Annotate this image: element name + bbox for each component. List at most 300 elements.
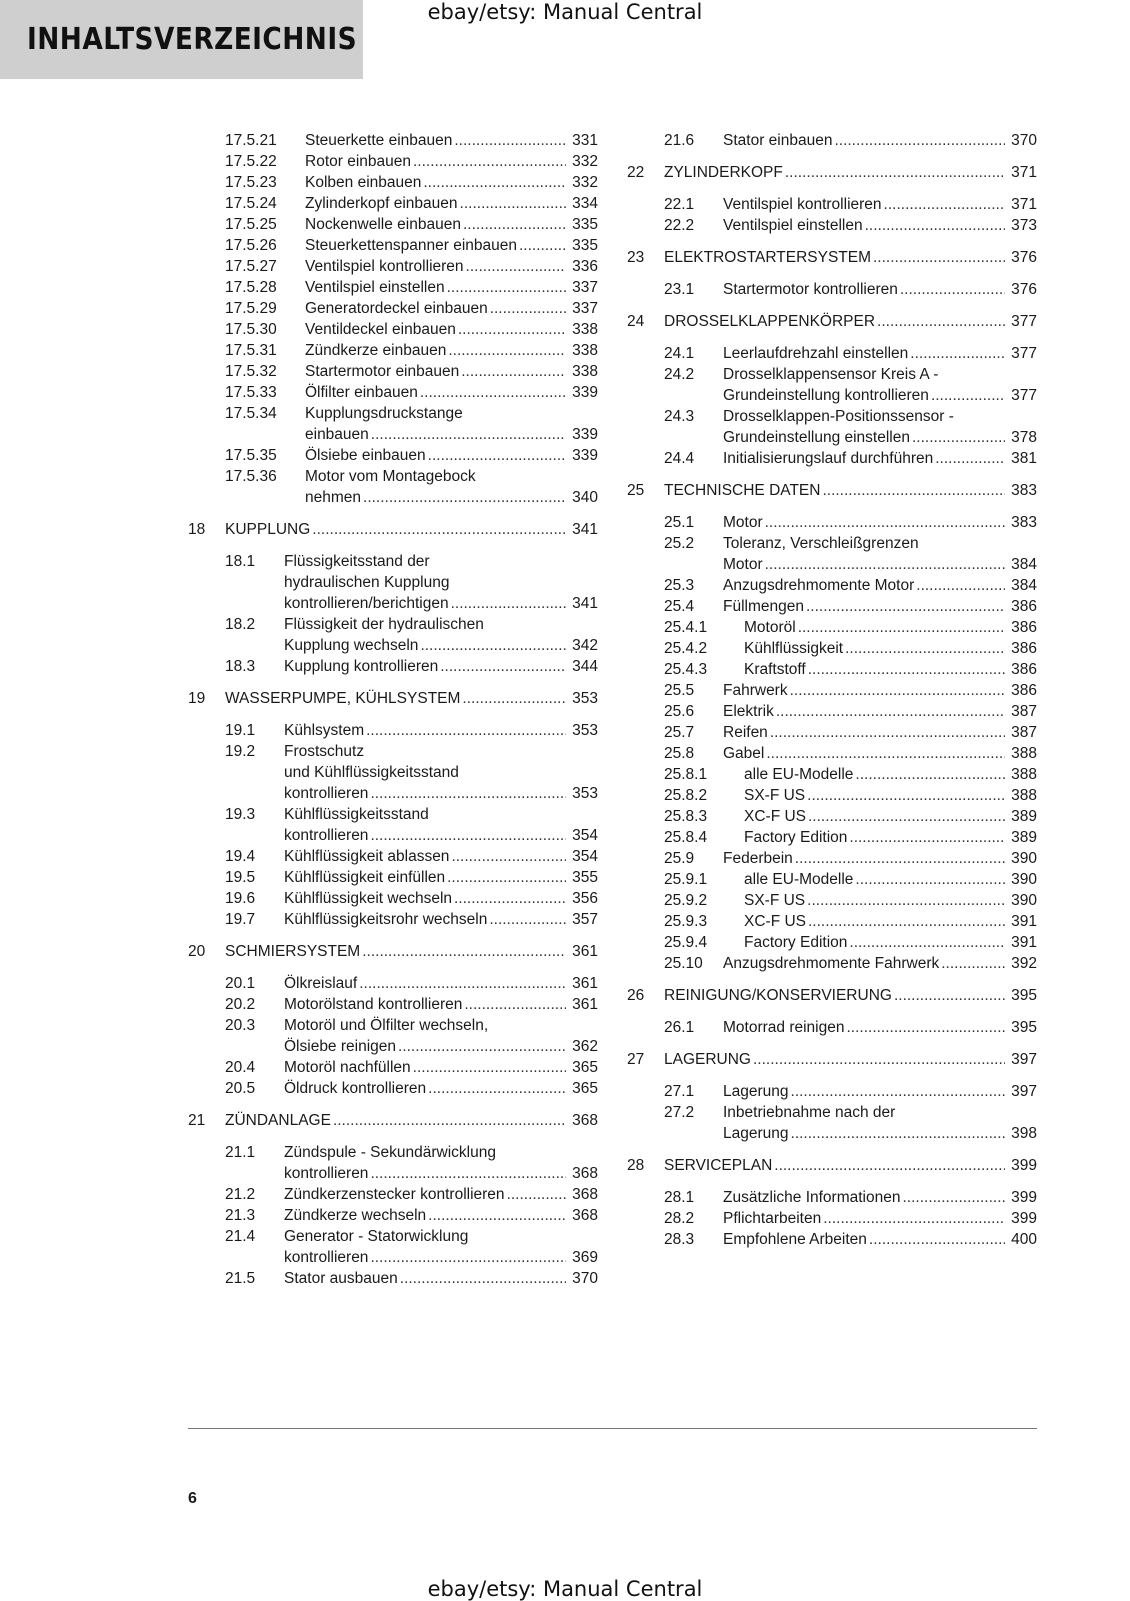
toc-entry-page: 387	[1011, 703, 1037, 720]
dot-leader	[912, 427, 1005, 448]
toc-entry-title: Ventildeckel einbauen	[305, 321, 456, 338]
toc-entry[interactable]	[188, 256, 598, 277]
toc-entry-title: Zündspule - Sekundärwicklung	[284, 1144, 496, 1161]
toc-entry-title: XC-F US	[744, 808, 806, 825]
dot-leader	[894, 985, 1005, 1006]
toc-chapter-entry[interactable]	[188, 941, 598, 962]
toc-entry-page: 370	[572, 1270, 598, 1287]
toc-entry-title: Motor vom Montagebock	[305, 468, 476, 485]
toc-entry[interactable]	[188, 193, 598, 214]
toc-entry-number: 21.6	[664, 132, 695, 149]
toc-entry-number: 17.5.26	[225, 237, 277, 254]
toc-entry-page: 344	[572, 658, 598, 675]
toc-entry-number: 25.6	[664, 703, 695, 720]
toc-entry[interactable]	[188, 994, 598, 1015]
dot-leader	[507, 1184, 566, 1205]
toc-entry-page: 336	[572, 258, 598, 275]
toc-entry-page: 354	[572, 827, 598, 844]
toc-entry[interactable]	[188, 382, 598, 403]
toc-entry-page: 388	[1011, 766, 1037, 783]
toc-entry-title: Initialisierungslauf durchführen	[723, 450, 934, 467]
toc-entry-page: 361	[572, 975, 598, 992]
toc-entry-title: kontrollieren	[284, 1165, 369, 1182]
dot-leader	[877, 311, 1005, 332]
toc-entry[interactable]	[627, 215, 1037, 236]
toc-entry[interactable]	[627, 680, 1037, 701]
dot-leader	[366, 720, 566, 741]
toc-entry-page: 353	[572, 785, 598, 802]
toc-entry-page: 398	[1011, 1125, 1037, 1142]
dot-leader	[765, 554, 1005, 575]
toc-entry-number: 21.3	[225, 1207, 256, 1224]
toc-entry-page: 337	[572, 300, 598, 317]
toc-entry[interactable]	[627, 722, 1037, 743]
dot-leader	[884, 194, 1005, 215]
toc-entry[interactable]	[627, 806, 1037, 827]
dot-leader	[795, 848, 1005, 869]
watermark-bottom: ebay/etsy: Manual Central	[427, 1577, 703, 1601]
toc-entry-title: Ventilspiel kontrollieren	[723, 196, 882, 213]
toc-entry-page: 339	[572, 426, 598, 443]
toc-entry-page: 386	[1011, 640, 1037, 657]
toc-entry-page: 384	[1011, 556, 1037, 573]
toc-entry-number: 25.8.1	[664, 766, 708, 783]
toc-entry-title: kontrollieren	[284, 827, 369, 844]
toc-entry[interactable]	[188, 1078, 598, 1099]
toc-entry[interactable]	[188, 1057, 598, 1078]
toc-entry-page: 392	[1011, 955, 1037, 972]
toc-entry[interactable]	[188, 214, 598, 235]
toc-entry-title: Ölkreislauf	[284, 975, 358, 992]
toc-entry[interactable]	[188, 867, 598, 888]
toc-column-right	[627, 130, 1037, 1250]
dot-leader	[806, 596, 1005, 617]
toc-entry-number: 19.7	[225, 911, 256, 928]
dot-leader	[785, 162, 1005, 183]
dot-leader	[855, 764, 1005, 785]
toc-entry[interactable]	[627, 848, 1037, 869]
toc-entry-page: 353	[572, 690, 598, 707]
toc-entry-page: 391	[1011, 913, 1037, 930]
toc-entry-number: 18.3	[225, 658, 256, 675]
toc-chapter-entry[interactable]	[627, 480, 1037, 501]
toc-entry-title: Generator - Statorwicklung	[284, 1228, 469, 1245]
toc-entry[interactable]	[627, 279, 1037, 300]
toc-entry-page: 365	[572, 1059, 598, 1076]
dot-leader	[766, 743, 1005, 764]
toc-chapter-entry[interactable]	[627, 162, 1037, 183]
toc-entry[interactable]	[627, 1187, 1037, 1208]
toc-entry-number: 25.1	[664, 514, 695, 531]
toc-entry-number: 17.5.31	[225, 342, 277, 359]
dot-leader	[370, 825, 566, 846]
toc-entry-number: 17.5.24	[225, 195, 277, 212]
toc-entry-number: 25.9.1	[664, 871, 708, 888]
toc-entry-number: 28	[627, 1157, 645, 1174]
dot-leader	[451, 846, 566, 867]
toc-entry-page: 397	[1011, 1083, 1037, 1100]
toc-entry[interactable]	[188, 172, 598, 193]
toc-entry-title: TECHNISCHE DATEN	[664, 482, 821, 499]
toc-entry-title: Kühlflüssigkeitsstand	[284, 806, 429, 823]
toc-entry-title: LAGERUNG	[664, 1051, 751, 1068]
toc-entry-page: 384	[1011, 577, 1037, 594]
toc-entry[interactable]	[188, 1205, 598, 1226]
toc-entry-number: 17.5.30	[225, 321, 277, 338]
toc-entry-title: Drosselklappen-Positionssensor -	[723, 408, 954, 425]
toc-entry-number: 17.5.21	[225, 132, 277, 149]
toc-entry-number: 25.8.3	[664, 808, 708, 825]
toc-entry-title: Motoröl	[744, 619, 796, 636]
toc-entry-page: 391	[1011, 934, 1037, 951]
dot-leader	[808, 911, 1005, 932]
toc-entry[interactable]	[627, 869, 1037, 890]
dot-leader	[865, 215, 1005, 236]
toc-entry[interactable]	[188, 804, 598, 846]
toc-entry-page: 383	[1011, 514, 1037, 531]
toc-entry-number: 25.5	[664, 682, 695, 699]
toc-entry[interactable]	[627, 785, 1037, 806]
toc-entry[interactable]	[627, 827, 1037, 848]
toc-entry-number: 25.7	[664, 724, 695, 741]
toc-entry-number: 19.4	[225, 848, 256, 865]
toc-entry-number: 24.3	[664, 408, 695, 425]
toc-entry-title: Motorölstand kontrollieren	[284, 996, 463, 1013]
toc-entry-number: 19.6	[225, 890, 256, 907]
toc-entry[interactable]	[627, 743, 1037, 764]
dot-leader	[458, 319, 566, 340]
toc-entry-title: Ölfilter einbauen	[305, 384, 418, 401]
page-number: 6	[188, 1490, 197, 1507]
toc-entry[interactable]	[188, 1142, 598, 1184]
toc-entry-number: 25.9.3	[664, 913, 708, 930]
dot-leader	[931, 385, 1005, 406]
toc-entry[interactable]	[188, 445, 598, 466]
dot-leader	[776, 701, 1005, 722]
toc-entry-number: 23	[627, 249, 645, 266]
toc-entry-title: Lagerung	[723, 1125, 789, 1142]
toc-entry-number: 25.10	[664, 955, 703, 972]
toc-entry-title: Ölsiebe reinigen	[284, 1038, 397, 1055]
toc-entry[interactable]	[627, 1081, 1037, 1102]
toc-entry-title: Ventilspiel einstellen	[305, 279, 445, 296]
toc-entry-number: 18.2	[225, 616, 256, 633]
toc-entry-number: 21.5	[225, 1270, 256, 1287]
toc-entry-number: 21.4	[225, 1228, 256, 1245]
toc-entry-title: Kühlflüssigkeit einfüllen	[284, 869, 446, 886]
toc-entry-number: 25.9.4	[664, 934, 708, 951]
toc-entry[interactable]	[627, 890, 1037, 911]
toc-entry[interactable]	[188, 1015, 598, 1057]
toc-entry-number: 17.5.27	[225, 258, 277, 275]
toc-entry[interactable]	[188, 720, 598, 741]
toc-entry[interactable]	[188, 466, 598, 508]
toc-entry[interactable]	[188, 551, 598, 614]
dot-leader	[440, 656, 566, 677]
toc-entry-number: 24	[627, 313, 645, 330]
toc-entry-page: 376	[1011, 281, 1037, 298]
dot-leader	[808, 806, 1005, 827]
dot-leader	[420, 382, 566, 403]
dot-leader	[413, 151, 566, 172]
toc-entry[interactable]	[627, 364, 1037, 406]
dot-leader	[359, 973, 566, 994]
toc-entry-title: Reifen	[723, 724, 768, 741]
toc-entry-title: Zündkerzenstecker kontrollieren	[284, 1186, 505, 1203]
dot-leader	[413, 1057, 566, 1078]
toc-entry-number: 19.5	[225, 869, 256, 886]
toc-entry-title: kontrollieren	[284, 785, 369, 802]
toc-entry-title: Kraftstoff	[744, 661, 806, 678]
toc-entry[interactable]	[188, 614, 598, 656]
toc-entry[interactable]	[188, 298, 598, 319]
toc-entry-title: Elektrik	[723, 703, 774, 720]
toc-entry-number: 22	[627, 164, 645, 181]
toc-entry-title: Drosselklappensensor Kreis A -	[723, 366, 939, 383]
toc-entry-page: 368	[572, 1165, 598, 1182]
toc-entry[interactable]	[627, 1208, 1037, 1229]
dot-leader	[333, 1110, 566, 1131]
dot-leader	[398, 1036, 566, 1057]
toc-chapter-entry[interactable]	[627, 247, 1037, 268]
dot-leader	[834, 130, 1005, 151]
toc-entry[interactable]	[188, 1184, 598, 1205]
dot-leader	[910, 343, 1005, 364]
toc-entry-title: Rotor einbauen	[305, 153, 411, 170]
toc-entry[interactable]	[627, 575, 1037, 596]
toc-entry-title: kontrollieren	[284, 1249, 369, 1266]
toc-chapter-entry[interactable]	[188, 688, 598, 709]
toc-entry[interactable]	[627, 194, 1037, 215]
toc-entry[interactable]	[188, 319, 598, 340]
toc-entry-title: Füllmengen	[723, 598, 804, 615]
toc-entry-number: 25.4.2	[664, 640, 708, 657]
toc-entry-page: 377	[1011, 313, 1037, 330]
toc-entry[interactable]	[627, 343, 1037, 364]
toc-entry-page: 399	[1011, 1157, 1037, 1174]
toc-entry-title: Inbetriebnahme nach der	[723, 1104, 896, 1121]
toc-entry-page: 377	[1011, 387, 1037, 404]
toc-entry-title: ZÜNDANLAGE	[225, 1112, 331, 1129]
toc-entry[interactable]	[627, 130, 1037, 151]
toc-entry-title: Motoröl und Ölfilter wechseln,	[284, 1017, 489, 1034]
page-title: INHALTSVERZEICHNIS	[27, 22, 358, 57]
toc-entry-title: und Kühlflüssigkeitsstand	[284, 764, 459, 781]
toc-entry-title: Kühlflüssigkeit	[744, 640, 844, 657]
toc-entry[interactable]	[627, 764, 1037, 785]
dot-leader	[428, 445, 566, 466]
toc-entry-number: 18.1	[225, 553, 256, 570]
dot-leader	[765, 512, 1005, 533]
toc-entry-title: Federbein	[723, 850, 793, 867]
dot-leader	[454, 130, 566, 151]
toc-entry-number: 25.8.2	[664, 787, 708, 804]
toc-entry-title: Motor	[723, 556, 763, 573]
toc-entry[interactable]	[627, 1017, 1037, 1038]
toc-entry-page: 365	[572, 1080, 598, 1097]
toc-entry-page: 339	[572, 447, 598, 464]
toc-chapter-entry[interactable]	[627, 1155, 1037, 1176]
toc-entry-page: 355	[572, 869, 598, 886]
toc-entry[interactable]	[627, 1102, 1037, 1144]
toc-entry-number: 17.5.23	[225, 174, 277, 191]
dot-leader	[791, 1123, 1005, 1144]
toc-entry-title: Lagerung	[723, 1083, 789, 1100]
toc-entry-number: 17.5.36	[225, 468, 277, 485]
toc-entry-title: Steuerkettenspanner einbauen	[305, 237, 517, 254]
toc-entry-page: 389	[1011, 808, 1037, 825]
toc-entry-title: WASSERPUMPE, KÜHLSYSTEM	[225, 690, 461, 707]
dot-leader	[807, 785, 1005, 806]
dot-leader	[420, 635, 566, 656]
toc-entry-page: 335	[572, 216, 598, 233]
toc-column-left	[188, 130, 598, 1289]
toc-entry[interactable]	[627, 953, 1037, 974]
toc-entry[interactable]	[188, 1226, 598, 1268]
toc-entry-page: 388	[1011, 787, 1037, 804]
toc-entry[interactable]	[188, 846, 598, 867]
toc-entry-title: REINIGUNG/KONSERVIERUNG	[664, 987, 892, 1004]
toc-entry-number: 28.3	[664, 1231, 695, 1248]
toc-entry-title: Zusätzliche Informationen	[723, 1189, 901, 1206]
toc-entry-number: 27.1	[664, 1083, 695, 1100]
toc-entry-page: 338	[572, 321, 598, 338]
toc-entry[interactable]	[627, 406, 1037, 448]
dot-leader	[935, 448, 1005, 469]
toc-entry-number: 22.2	[664, 217, 695, 234]
toc-entry[interactable]	[627, 448, 1037, 469]
toc-entry-title: Factory Edition	[744, 829, 848, 846]
toc-entry-title: Factory Edition	[744, 934, 848, 951]
toc-entry-number: 20	[188, 943, 206, 960]
dot-leader	[849, 827, 1005, 848]
toc-entry[interactable]	[627, 638, 1037, 659]
dot-leader	[370, 1247, 566, 1268]
toc-chapter-entry[interactable]	[627, 1049, 1037, 1070]
toc-entry[interactable]	[627, 533, 1037, 575]
dot-leader	[400, 1268, 566, 1289]
toc-entry-page: 332	[572, 174, 598, 191]
toc-entry[interactable]	[627, 659, 1037, 680]
toc-entry-number: 25.4	[664, 598, 695, 615]
toc-entry[interactable]	[188, 235, 598, 256]
toc-entry-number: 17.5.32	[225, 363, 277, 380]
toc-entry-title: Kühlflüssigkeit ablassen	[284, 848, 450, 865]
dot-leader	[855, 869, 1005, 890]
toc-entry[interactable]	[188, 741, 598, 804]
toc-entry-number: 17.5.28	[225, 279, 277, 296]
toc-entry-number: 17.5.34	[225, 405, 277, 422]
toc-entry-title: Empfohlene Arbeiten	[723, 1231, 867, 1248]
toc-entry-number: 17.5.29	[225, 300, 277, 317]
toc-entry[interactable]	[627, 512, 1037, 533]
toc-entry[interactable]	[188, 1268, 598, 1289]
toc-entry[interactable]	[188, 973, 598, 994]
toc-entry-page: 371	[1011, 196, 1037, 213]
toc-entry[interactable]	[188, 888, 598, 909]
toc-entry-page: 368	[572, 1207, 598, 1224]
toc-entry-page: 356	[572, 890, 598, 907]
toc-entry-number: 23.1	[664, 281, 695, 298]
toc-entry-page: 341	[572, 521, 598, 538]
toc-entry-title: Öldruck kontrollieren	[284, 1080, 427, 1097]
toc-entry[interactable]	[188, 130, 598, 151]
toc-chapter-entry[interactable]	[188, 519, 598, 540]
toc-entry-number: 18	[188, 521, 206, 538]
toc-entry-page: 357	[572, 911, 598, 928]
toc-entry-page: 338	[572, 363, 598, 380]
toc-entry[interactable]	[627, 617, 1037, 638]
toc-entry-number: 25.9.2	[664, 892, 708, 909]
toc-chapter-entry[interactable]	[627, 311, 1037, 332]
toc-entry-title: Zündkerze einbauen	[305, 342, 447, 359]
watermark-top: ebay/etsy: Manual Central	[427, 0, 703, 24]
dot-leader	[753, 1049, 1005, 1070]
toc-entry-title: Stator ausbauen	[284, 1270, 398, 1287]
toc-entry[interactable]	[627, 1229, 1037, 1250]
dot-leader	[916, 575, 1005, 596]
toc-chapter-entry[interactable]	[627, 985, 1037, 1006]
toc-entry[interactable]	[188, 151, 598, 172]
toc-chapter-entry[interactable]	[188, 1110, 598, 1131]
toc-entry-page: 395	[1011, 987, 1037, 1004]
toc-entry-page: 386	[1011, 619, 1037, 636]
toc-entry-title: Ölsiebe einbauen	[305, 447, 426, 464]
footer-divider	[188, 1428, 1037, 1429]
toc-entry-title: KUPPLUNG	[225, 521, 311, 538]
toc-entry[interactable]	[188, 909, 598, 930]
toc-entry-number: 24.4	[664, 450, 695, 467]
toc-entry-number: 20.5	[225, 1080, 256, 1097]
dot-leader	[902, 1187, 1005, 1208]
toc-entry[interactable]	[188, 361, 598, 382]
dot-leader	[447, 277, 566, 298]
toc-entry-page: 332	[572, 153, 598, 170]
toc-entry-number: 20.2	[225, 996, 256, 1013]
dot-leader	[791, 1081, 1005, 1102]
toc-entry-number: 25.3	[664, 577, 695, 594]
dot-leader	[807, 890, 1005, 911]
toc-entry-page: 383	[1011, 482, 1037, 499]
toc-entry-page: 395	[1011, 1019, 1037, 1036]
dot-leader	[798, 617, 1005, 638]
toc-entry-page: 362	[572, 1038, 598, 1055]
toc-entry[interactable]	[188, 277, 598, 298]
toc-entry-title: Flüssigkeit der hydraulischen	[284, 616, 484, 633]
toc-entry[interactable]	[627, 701, 1037, 722]
toc-entry-title: Zündkerze wechseln	[284, 1207, 427, 1224]
dot-leader	[464, 994, 566, 1015]
toc-entry[interactable]	[627, 911, 1037, 932]
dot-leader	[447, 867, 566, 888]
dot-leader	[460, 193, 566, 214]
toc-entry-page: 338	[572, 342, 598, 359]
toc-entry[interactable]	[627, 932, 1037, 953]
toc-entry[interactable]	[188, 340, 598, 361]
toc-entry-title: Stator einbauen	[723, 132, 833, 149]
toc-entry[interactable]	[188, 403, 598, 445]
toc-entry-page: 397	[1011, 1051, 1037, 1068]
toc-entry[interactable]	[188, 656, 598, 677]
toc-entry-title: Anzugsdrehmomente Fahrwerk	[723, 955, 940, 972]
toc-entry-title: Ventilspiel kontrollieren	[305, 258, 464, 275]
toc-entry-title: Kupplungsdruckstange	[305, 405, 463, 422]
toc-entry-number: 25.8.4	[664, 829, 708, 846]
toc-entry-title: SX-F US	[744, 892, 806, 909]
toc-entry-page: 361	[572, 943, 598, 960]
toc-entry[interactable]	[627, 596, 1037, 617]
toc-entry-title: Flüssigkeitsstand der	[284, 553, 430, 570]
